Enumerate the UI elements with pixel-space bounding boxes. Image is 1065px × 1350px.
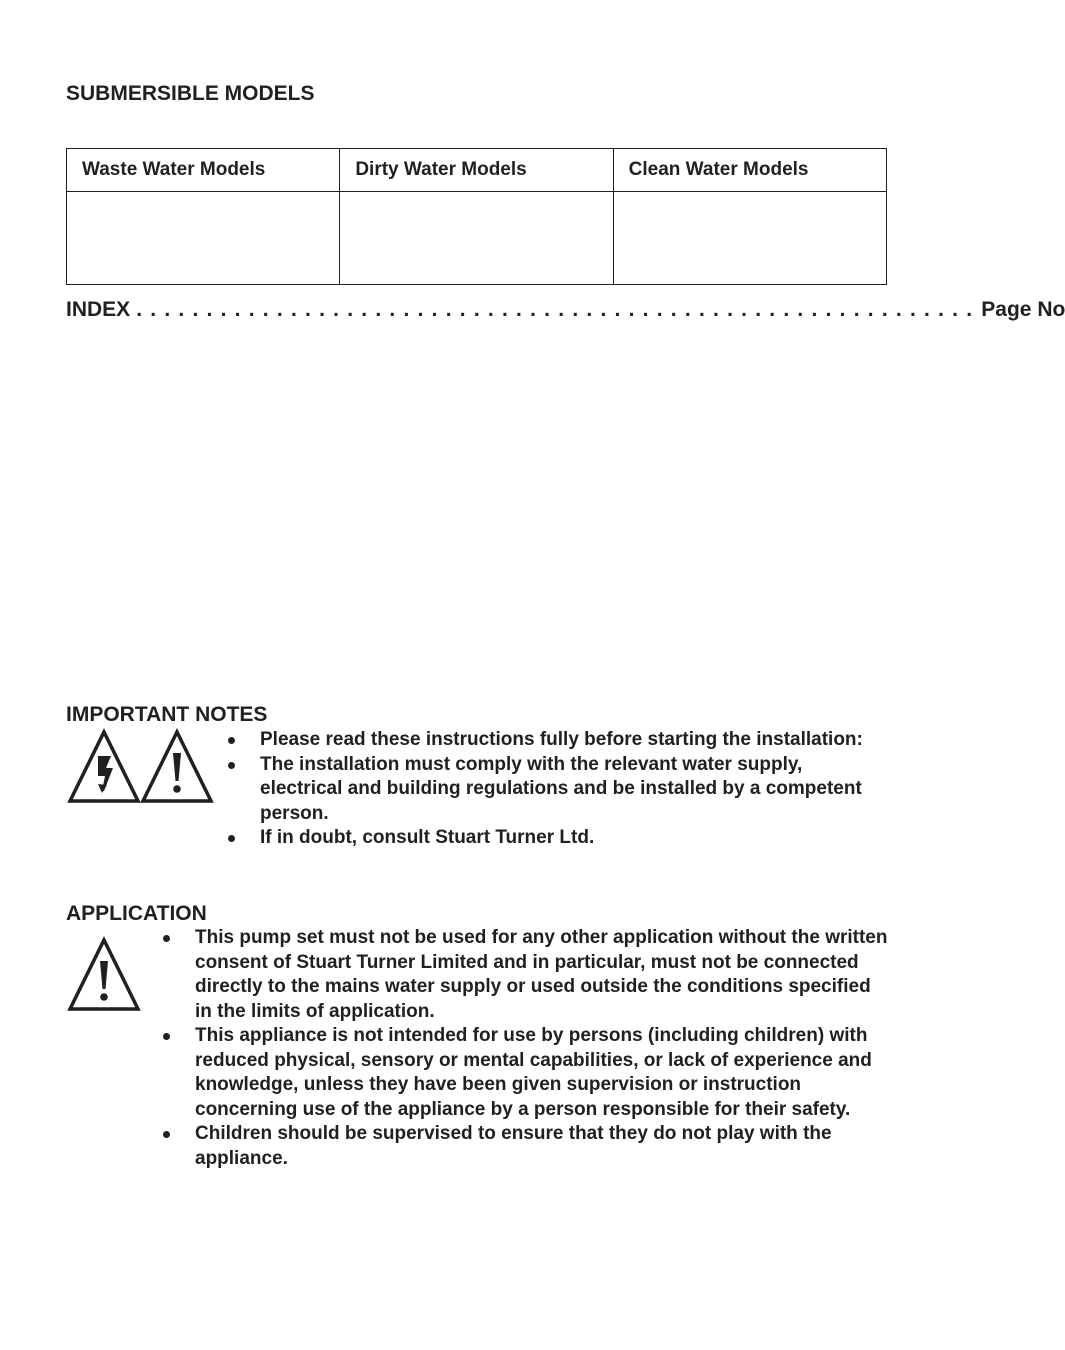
list-item: This appliance is not intended for use by persons (including children) with reduced physical, sensory or mental capabilities, or lack of experience and knowledge, unless they have been given supervision or instruction concerning use of the appliance by a person responsible for their safety. [161, 1024, 891, 1122]
warning-icon [67, 937, 141, 1012]
application-heading: APPLICATION [66, 902, 207, 925]
list-item: Please read these instructions fully before starting the installation: [226, 728, 866, 753]
clean-water-models-cell [613, 192, 886, 285]
submersible-models-heading: SUBMERSIBLE MODELS [66, 82, 315, 105]
dirty-water-models-cell [340, 192, 613, 285]
electrical-hazard-icon [67, 729, 141, 804]
waste-water-models-cell [67, 192, 340, 285]
index-label: INDEX [66, 298, 131, 321]
important-notes-list [226, 728, 866, 851]
list-item: This pump set must not be used for any other application without the written consent of Stuart Turner Limited and in particular, must not be connected directly to the mains water supply or used outside the conditions specified in the limits of application. [161, 926, 891, 1024]
page-no-label: Page No [981, 298, 1065, 321]
list-item: Children should be supervised to ensure that they do not play with the appliance. [161, 1122, 891, 1171]
dirty-water-models-header: Dirty Water Models [340, 149, 613, 192]
important-notes-heading: IMPORTANT NOTES [66, 703, 268, 726]
models-table-header-row [67, 149, 887, 192]
models-table-body-row [67, 192, 887, 285]
models-table [66, 148, 887, 285]
clean-water-models-header: Clean Water Models [613, 149, 886, 192]
index-leader-dots: . . . . . . . . . . . . . . . . . . . . . . . . . . . . . . . . . . . . . . . . . . . . . . . . . . . . . . . . . . . . [136, 298, 974, 321]
warning-icon [140, 729, 214, 804]
list-item: The installation must comply with the relevant water supply, electrical and building regulations and be installed by a competent person. [226, 753, 866, 827]
waste-water-models-header: Waste Water Models [67, 149, 340, 192]
application-list [161, 926, 891, 1171]
index-line [66, 298, 1065, 322]
list-item: If in doubt, consult Stuart Turner Ltd. [226, 826, 866, 851]
